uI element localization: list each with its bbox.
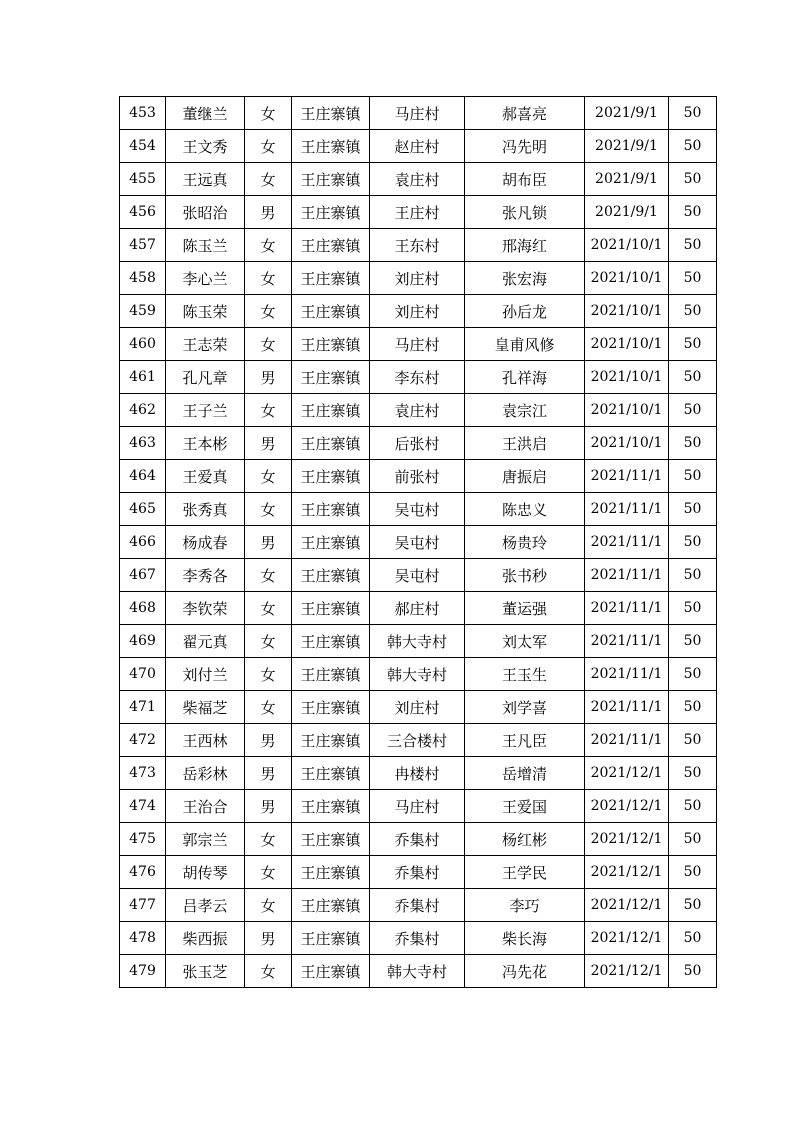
table-row xyxy=(120,328,717,361)
gender-cell: 男 xyxy=(245,724,292,757)
table-row xyxy=(120,724,717,757)
date-cell: 2021/12/1 xyxy=(585,790,669,823)
table-row xyxy=(120,493,717,526)
amount-cell: 50 xyxy=(669,295,717,328)
town-cell: 王庄寨镇 xyxy=(292,97,370,130)
person-name-cell: 吕孝云 xyxy=(166,889,245,922)
gender-cell: 男 xyxy=(245,526,292,559)
village-cell: 刘庄村 xyxy=(370,295,465,328)
table-row xyxy=(120,526,717,559)
table-row xyxy=(120,922,717,955)
village-cell: 赵庄村 xyxy=(370,130,465,163)
date-cell: 2021/10/1 xyxy=(585,361,669,394)
date-cell: 2021/9/1 xyxy=(585,130,669,163)
amount-cell: 50 xyxy=(669,229,717,262)
town-cell: 王庄寨镇 xyxy=(292,559,370,592)
table-row xyxy=(120,394,717,427)
table-row xyxy=(120,889,717,922)
town-cell: 王庄寨镇 xyxy=(292,856,370,889)
person-name-cell: 王文秀 xyxy=(166,130,245,163)
date-cell: 2021/12/1 xyxy=(585,955,669,988)
person-name-cell: 张玉芝 xyxy=(166,955,245,988)
gender-cell: 女 xyxy=(245,163,292,196)
date-cell: 2021/12/1 xyxy=(585,757,669,790)
person-name-cell: 李秀各 xyxy=(166,559,245,592)
date-cell: 2021/11/1 xyxy=(585,559,669,592)
contact-name-cell: 邢海红 xyxy=(465,229,585,262)
date-cell: 2021/11/1 xyxy=(585,592,669,625)
contact-name-cell: 张书秒 xyxy=(465,559,585,592)
amount-cell: 50 xyxy=(669,889,717,922)
person-name-cell: 杨成春 xyxy=(166,526,245,559)
gender-cell: 女 xyxy=(245,394,292,427)
row-number-cell: 471 xyxy=(120,691,166,724)
amount-cell: 50 xyxy=(669,196,717,229)
amount-cell: 50 xyxy=(669,790,717,823)
date-cell: 2021/11/1 xyxy=(585,691,669,724)
person-name-cell: 王治合 xyxy=(166,790,245,823)
amount-cell: 50 xyxy=(669,691,717,724)
gender-cell: 女 xyxy=(245,229,292,262)
table-row xyxy=(120,691,717,724)
village-cell: 王东村 xyxy=(370,229,465,262)
amount-cell: 50 xyxy=(669,559,717,592)
date-cell: 2021/11/1 xyxy=(585,658,669,691)
table-row xyxy=(120,427,717,460)
amount-cell: 50 xyxy=(669,460,717,493)
village-cell: 韩大寺村 xyxy=(370,625,465,658)
gender-cell: 女 xyxy=(245,889,292,922)
table-row xyxy=(120,658,717,691)
row-number-cell: 460 xyxy=(120,328,166,361)
person-name-cell: 陈玉兰 xyxy=(166,229,245,262)
gender-cell: 男 xyxy=(245,790,292,823)
date-cell: 2021/10/1 xyxy=(585,295,669,328)
row-number-cell: 457 xyxy=(120,229,166,262)
amount-cell: 50 xyxy=(669,130,717,163)
town-cell: 王庄寨镇 xyxy=(292,757,370,790)
person-name-cell: 王西林 xyxy=(166,724,245,757)
village-cell: 乔集村 xyxy=(370,823,465,856)
contact-name-cell: 唐振启 xyxy=(465,460,585,493)
gender-cell: 男 xyxy=(245,361,292,394)
person-name-cell: 王志荣 xyxy=(166,328,245,361)
town-cell: 王庄寨镇 xyxy=(292,724,370,757)
date-cell: 2021/11/1 xyxy=(585,493,669,526)
person-name-cell: 张秀真 xyxy=(166,493,245,526)
row-number-cell: 472 xyxy=(120,724,166,757)
table-row xyxy=(120,295,717,328)
date-cell: 2021/12/1 xyxy=(585,922,669,955)
date-cell: 2021/10/1 xyxy=(585,394,669,427)
village-cell: 郝庄村 xyxy=(370,592,465,625)
town-cell: 王庄寨镇 xyxy=(292,262,370,295)
date-cell: 2021/11/1 xyxy=(585,526,669,559)
date-cell: 2021/11/1 xyxy=(585,625,669,658)
amount-cell: 50 xyxy=(669,658,717,691)
date-cell: 2021/10/1 xyxy=(585,427,669,460)
town-cell: 王庄寨镇 xyxy=(292,823,370,856)
person-name-cell: 董继兰 xyxy=(166,97,245,130)
contact-name-cell: 陈忠义 xyxy=(465,493,585,526)
gender-cell: 女 xyxy=(245,460,292,493)
gender-cell: 女 xyxy=(245,625,292,658)
date-cell: 2021/11/1 xyxy=(585,724,669,757)
town-cell: 王庄寨镇 xyxy=(292,691,370,724)
amount-cell: 50 xyxy=(669,394,717,427)
amount-cell: 50 xyxy=(669,493,717,526)
town-cell: 王庄寨镇 xyxy=(292,658,370,691)
gender-cell: 男 xyxy=(245,427,292,460)
village-cell: 前张村 xyxy=(370,460,465,493)
table-row xyxy=(120,955,717,988)
person-name-cell: 孔凡章 xyxy=(166,361,245,394)
contact-name-cell: 刘太军 xyxy=(465,625,585,658)
records-table xyxy=(119,96,717,988)
village-cell: 韩大寺村 xyxy=(370,955,465,988)
person-name-cell: 王远真 xyxy=(166,163,245,196)
date-cell: 2021/11/1 xyxy=(585,460,669,493)
row-number-cell: 461 xyxy=(120,361,166,394)
person-name-cell: 王子兰 xyxy=(166,394,245,427)
amount-cell: 50 xyxy=(669,823,717,856)
table-row xyxy=(120,262,717,295)
row-number-cell: 459 xyxy=(120,295,166,328)
date-cell: 2021/9/1 xyxy=(585,97,669,130)
contact-name-cell: 冯先明 xyxy=(465,130,585,163)
contact-name-cell: 董运强 xyxy=(465,592,585,625)
contact-name-cell: 王凡臣 xyxy=(465,724,585,757)
village-cell: 袁庄村 xyxy=(370,394,465,427)
table-row xyxy=(120,130,717,163)
town-cell: 王庄寨镇 xyxy=(292,460,370,493)
village-cell: 冉楼村 xyxy=(370,757,465,790)
table-row xyxy=(120,229,717,262)
table-row xyxy=(120,361,717,394)
town-cell: 王庄寨镇 xyxy=(292,922,370,955)
town-cell: 王庄寨镇 xyxy=(292,163,370,196)
row-number-cell: 475 xyxy=(120,823,166,856)
amount-cell: 50 xyxy=(669,427,717,460)
gender-cell: 女 xyxy=(245,658,292,691)
row-number-cell: 454 xyxy=(120,130,166,163)
person-name-cell: 岳彩林 xyxy=(166,757,245,790)
village-cell: 后张村 xyxy=(370,427,465,460)
village-cell: 刘庄村 xyxy=(370,691,465,724)
amount-cell: 50 xyxy=(669,625,717,658)
village-cell: 马庄村 xyxy=(370,790,465,823)
village-cell: 乔集村 xyxy=(370,856,465,889)
gender-cell: 男 xyxy=(245,196,292,229)
town-cell: 王庄寨镇 xyxy=(292,130,370,163)
town-cell: 王庄寨镇 xyxy=(292,295,370,328)
town-cell: 王庄寨镇 xyxy=(292,229,370,262)
person-name-cell: 刘付兰 xyxy=(166,658,245,691)
contact-name-cell: 王爱国 xyxy=(465,790,585,823)
date-cell: 2021/12/1 xyxy=(585,889,669,922)
row-number-cell: 466 xyxy=(120,526,166,559)
contact-name-cell: 孔祥海 xyxy=(465,361,585,394)
amount-cell: 50 xyxy=(669,724,717,757)
row-number-cell: 465 xyxy=(120,493,166,526)
gender-cell: 女 xyxy=(245,328,292,361)
contact-name-cell: 杨贵玲 xyxy=(465,526,585,559)
contact-name-cell: 岳增清 xyxy=(465,757,585,790)
town-cell: 王庄寨镇 xyxy=(292,592,370,625)
village-cell: 三合楼村 xyxy=(370,724,465,757)
town-cell: 王庄寨镇 xyxy=(292,394,370,427)
contact-name-cell: 胡布臣 xyxy=(465,163,585,196)
person-name-cell: 王爱真 xyxy=(166,460,245,493)
date-cell: 2021/9/1 xyxy=(585,196,669,229)
person-name-cell: 郭宗兰 xyxy=(166,823,245,856)
gender-cell: 女 xyxy=(245,823,292,856)
amount-cell: 50 xyxy=(669,955,717,988)
table-row xyxy=(120,163,717,196)
row-number-cell: 468 xyxy=(120,592,166,625)
village-cell: 袁庄村 xyxy=(370,163,465,196)
village-cell: 李东村 xyxy=(370,361,465,394)
table-row xyxy=(120,856,717,889)
row-number-cell: 473 xyxy=(120,757,166,790)
gender-cell: 女 xyxy=(245,691,292,724)
date-cell: 2021/10/1 xyxy=(585,229,669,262)
row-number-cell: 453 xyxy=(120,97,166,130)
town-cell: 王庄寨镇 xyxy=(292,427,370,460)
village-cell: 吴屯村 xyxy=(370,526,465,559)
contact-name-cell: 郝喜亮 xyxy=(465,97,585,130)
town-cell: 王庄寨镇 xyxy=(292,790,370,823)
row-number-cell: 456 xyxy=(120,196,166,229)
amount-cell: 50 xyxy=(669,262,717,295)
row-number-cell: 467 xyxy=(120,559,166,592)
gender-cell: 女 xyxy=(245,559,292,592)
row-number-cell: 463 xyxy=(120,427,166,460)
village-cell: 乔集村 xyxy=(370,922,465,955)
village-cell: 王庄村 xyxy=(370,196,465,229)
row-number-cell: 458 xyxy=(120,262,166,295)
contact-name-cell: 冯先花 xyxy=(465,955,585,988)
date-cell: 2021/12/1 xyxy=(585,823,669,856)
contact-name-cell: 刘学喜 xyxy=(465,691,585,724)
row-number-cell: 476 xyxy=(120,856,166,889)
person-name-cell: 陈玉荣 xyxy=(166,295,245,328)
table-row xyxy=(120,625,717,658)
table-row xyxy=(120,823,717,856)
amount-cell: 50 xyxy=(669,97,717,130)
person-name-cell: 柴西振 xyxy=(166,922,245,955)
contact-name-cell: 李巧 xyxy=(465,889,585,922)
row-number-cell: 479 xyxy=(120,955,166,988)
town-cell: 王庄寨镇 xyxy=(292,196,370,229)
town-cell: 王庄寨镇 xyxy=(292,955,370,988)
gender-cell: 男 xyxy=(245,922,292,955)
village-cell: 吴屯村 xyxy=(370,493,465,526)
person-name-cell: 胡传琴 xyxy=(166,856,245,889)
amount-cell: 50 xyxy=(669,526,717,559)
person-name-cell: 李钦荣 xyxy=(166,592,245,625)
town-cell: 王庄寨镇 xyxy=(292,328,370,361)
row-number-cell: 462 xyxy=(120,394,166,427)
contact-name-cell: 杨红彬 xyxy=(465,823,585,856)
contact-name-cell: 王洪启 xyxy=(465,427,585,460)
gender-cell: 男 xyxy=(245,757,292,790)
row-number-cell: 478 xyxy=(120,922,166,955)
table-row xyxy=(120,97,717,130)
contact-name-cell: 柴长海 xyxy=(465,922,585,955)
village-cell: 刘庄村 xyxy=(370,262,465,295)
contact-name-cell: 袁宗江 xyxy=(465,394,585,427)
gender-cell: 女 xyxy=(245,295,292,328)
town-cell: 王庄寨镇 xyxy=(292,625,370,658)
contact-name-cell: 孙后龙 xyxy=(465,295,585,328)
person-name-cell: 李心兰 xyxy=(166,262,245,295)
village-cell: 马庄村 xyxy=(370,97,465,130)
contact-name-cell: 王玉生 xyxy=(465,658,585,691)
table-row xyxy=(120,196,717,229)
town-cell: 王庄寨镇 xyxy=(292,493,370,526)
person-name-cell: 张昭治 xyxy=(166,196,245,229)
gender-cell: 女 xyxy=(245,130,292,163)
contact-name-cell: 张宏海 xyxy=(465,262,585,295)
amount-cell: 50 xyxy=(669,856,717,889)
contact-name-cell: 皇甫风修 xyxy=(465,328,585,361)
amount-cell: 50 xyxy=(669,361,717,394)
amount-cell: 50 xyxy=(669,163,717,196)
table-row xyxy=(120,592,717,625)
date-cell: 2021/10/1 xyxy=(585,328,669,361)
gender-cell: 女 xyxy=(245,955,292,988)
table-row xyxy=(120,790,717,823)
row-number-cell: 474 xyxy=(120,790,166,823)
village-cell: 乔集村 xyxy=(370,889,465,922)
person-name-cell: 柴福芝 xyxy=(166,691,245,724)
date-cell: 2021/9/1 xyxy=(585,163,669,196)
town-cell: 王庄寨镇 xyxy=(292,526,370,559)
amount-cell: 50 xyxy=(669,922,717,955)
person-name-cell: 翟元真 xyxy=(166,625,245,658)
contact-name-cell: 王学民 xyxy=(465,856,585,889)
amount-cell: 50 xyxy=(669,592,717,625)
table-row xyxy=(120,757,717,790)
row-number-cell: 464 xyxy=(120,460,166,493)
contact-name-cell: 张凡锁 xyxy=(465,196,585,229)
records-body xyxy=(120,97,717,988)
gender-cell: 女 xyxy=(245,97,292,130)
date-cell: 2021/12/1 xyxy=(585,856,669,889)
village-cell: 马庄村 xyxy=(370,328,465,361)
date-cell: 2021/10/1 xyxy=(585,262,669,295)
amount-cell: 50 xyxy=(669,328,717,361)
amount-cell: 50 xyxy=(669,757,717,790)
person-name-cell: 王本彬 xyxy=(166,427,245,460)
row-number-cell: 455 xyxy=(120,163,166,196)
table-row xyxy=(120,559,717,592)
row-number-cell: 477 xyxy=(120,889,166,922)
gender-cell: 女 xyxy=(245,262,292,295)
row-number-cell: 469 xyxy=(120,625,166,658)
town-cell: 王庄寨镇 xyxy=(292,361,370,394)
row-number-cell: 470 xyxy=(120,658,166,691)
village-cell: 韩大寺村 xyxy=(370,658,465,691)
town-cell: 王庄寨镇 xyxy=(292,889,370,922)
table-row xyxy=(120,460,717,493)
village-cell: 吴屯村 xyxy=(370,559,465,592)
gender-cell: 女 xyxy=(245,856,292,889)
gender-cell: 女 xyxy=(245,493,292,526)
gender-cell: 女 xyxy=(245,592,292,625)
